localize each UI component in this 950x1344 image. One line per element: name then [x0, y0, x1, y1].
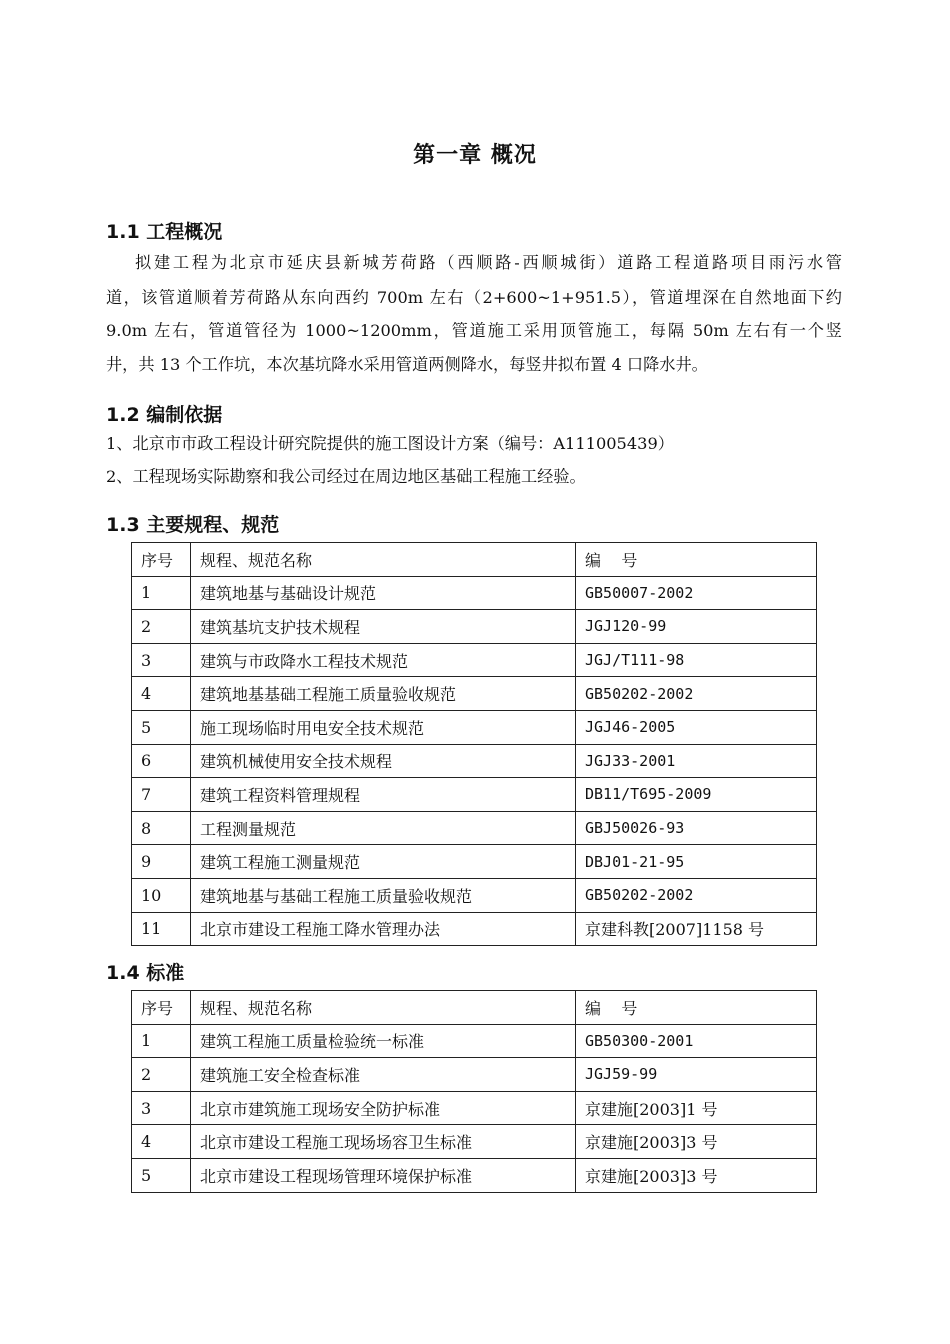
standard-code: GB50202-2002: [576, 677, 817, 711]
paragraph-line: 道，该管道顺着芳荷路从东向西约 700m 左右（2+600~1+951.5），管道埋深在自然地面下约: [106, 288, 842, 307]
section-heading-1-4: 1.4 标准: [106, 962, 185, 984]
standard-code: 京建施[2003]3 号: [576, 1125, 817, 1159]
standard-code: GB50300-2001: [576, 1024, 817, 1058]
regulations-table: [131, 542, 817, 946]
standard-name: 建筑施工安全检查标准: [191, 1058, 576, 1092]
row-number: 6: [132, 744, 191, 778]
standard-name: 建筑地基基础工程施工质量验收规范: [191, 677, 576, 711]
table-row: [132, 1058, 817, 1092]
header-cell: 序号: [132, 991, 191, 1025]
section-heading-1-3: 1.3 主要规程、规范: [106, 514, 280, 536]
header-cell: 编 号: [576, 991, 817, 1025]
row-number: 1: [132, 576, 191, 610]
row-number: 4: [132, 677, 191, 711]
table-row: [132, 878, 817, 912]
standard-name: 建筑基坑支护技术规程: [191, 610, 576, 644]
standard-name: 建筑地基与基础工程施工质量验收规范: [191, 878, 576, 912]
header-cell: 规程、规范名称: [191, 991, 576, 1025]
standard-name: 北京市建设工程现场管理环境保护标准: [191, 1158, 576, 1192]
standard-code: DB11/T695-2009: [576, 778, 817, 812]
standard-name: 建筑地基与基础设计规范: [191, 576, 576, 610]
table-row: [132, 677, 817, 711]
row-number: 2: [132, 1058, 191, 1092]
standards-table: [131, 990, 817, 1193]
paragraph-line: 拟建工程为北京市延庆县新城芳荷路（西顺路-西顺城街）道路工程道路项目雨污水管: [135, 253, 842, 272]
table-row: [132, 912, 817, 946]
paragraph-line: 井，共 13 个工作坑，本次基坑降水采用管道两侧降水，每竖井拟布置 4 口降水井。: [106, 355, 708, 374]
table-header-row: [132, 543, 817, 577]
table-row: [132, 1091, 817, 1125]
standard-code: 京建科教[2007]1158 号: [576, 912, 817, 946]
standard-code: JGJ/T111-98: [576, 643, 817, 677]
standard-name: 北京市建设工程施工现场场容卫生标准: [191, 1125, 576, 1159]
standard-code: JGJ59-99: [576, 1058, 817, 1092]
standard-name: 北京市建筑施工现场安全防护标准: [191, 1091, 576, 1125]
standard-code: DBJ01-21-95: [576, 845, 817, 879]
standard-code: 京建施[2003]3 号: [576, 1158, 817, 1192]
standard-code: GBJ50026-93: [576, 811, 817, 845]
table-row: [132, 845, 817, 879]
standard-code: GB50007-2002: [576, 576, 817, 610]
standard-code: JGJ46-2005: [576, 710, 817, 744]
row-number: 5: [132, 1158, 191, 1192]
standard-name: 工程测量规范: [191, 811, 576, 845]
table-row: [132, 811, 817, 845]
table-row: [132, 744, 817, 778]
header-cell: 序号: [132, 543, 191, 577]
standard-name: 建筑与市政降水工程技术规范: [191, 643, 576, 677]
chapter-title: 第一章 概况: [413, 143, 537, 168]
table-row: [132, 710, 817, 744]
standard-name: 建筑工程资料管理规程: [191, 778, 576, 812]
row-number: 9: [132, 845, 191, 879]
standard-code: 京建施[2003]1 号: [576, 1091, 817, 1125]
table-row: [132, 1158, 817, 1192]
row-number: 3: [132, 1091, 191, 1125]
row-number: 2: [132, 610, 191, 644]
table-row: [132, 1024, 817, 1058]
table-header-row: [132, 991, 817, 1025]
row-number: 10: [132, 878, 191, 912]
standard-name: 北京市建设工程施工降水管理办法: [191, 912, 576, 946]
table-row: [132, 610, 817, 644]
row-number: 7: [132, 778, 191, 812]
row-number: 11: [132, 912, 191, 946]
row-number: 5: [132, 710, 191, 744]
header-cell: 规程、规范名称: [191, 543, 576, 577]
standard-name: 建筑机械使用安全技术规程: [191, 744, 576, 778]
row-number: 3: [132, 643, 191, 677]
table-row: [132, 1125, 817, 1159]
basis-item: 2、工程现场实际勘察和我公司经过在周边地区基础工程施工经验。: [106, 467, 586, 486]
section-heading-1-2: 1.2 编制依据: [106, 404, 223, 426]
standard-code: JGJ120-99: [576, 610, 817, 644]
table-row: [132, 778, 817, 812]
standard-code: JGJ33-2001: [576, 744, 817, 778]
table-row: [132, 576, 817, 610]
header-cell: 编 号: [576, 543, 817, 577]
row-number: 4: [132, 1125, 191, 1159]
standard-name: 建筑工程施工质量检验统一标准: [191, 1024, 576, 1058]
paragraph-line: 9.0m 左右，管道管径为 1000~1200mm，管道施工采用顶管施工，每隔 50m 左右有一个竖: [106, 321, 842, 340]
row-number: 8: [132, 811, 191, 845]
standard-name: 建筑工程施工测量规范: [191, 845, 576, 879]
section-heading-1-1: 1.1 工程概况: [106, 221, 223, 243]
standard-code: GB50202-2002: [576, 878, 817, 912]
standard-name: 施工现场临时用电安全技术规范: [191, 710, 576, 744]
table-row: [132, 643, 817, 677]
basis-item: 1、北京市市政工程设计研究院提供的施工图设计方案（编号：A111005439）: [106, 434, 674, 453]
row-number: 1: [132, 1024, 191, 1058]
